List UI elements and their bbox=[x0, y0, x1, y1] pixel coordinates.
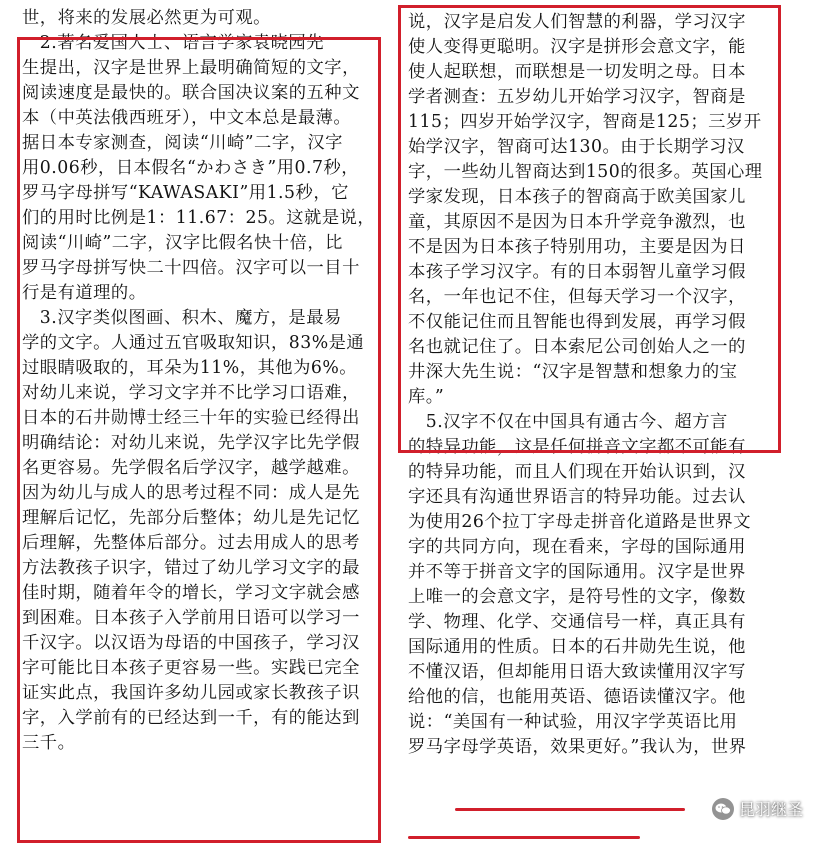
text-line: 本（中英法俄西班牙），中文本总是最薄。 bbox=[22, 108, 352, 128]
text-line: 行是有道理的。 bbox=[22, 283, 147, 303]
text-line: 学、物理、化学、交通信号一样，真正具有 bbox=[408, 612, 746, 632]
text-line: 3.汉字类似图画、积木、魔方，是最易 bbox=[22, 308, 342, 328]
text-line: 库。” bbox=[408, 387, 445, 407]
text-line: 不仅能记住而且智能也得到发展，再学习假 bbox=[408, 312, 746, 332]
text-line: 到困难。日本孩子入学前用日语可以学习一 bbox=[22, 608, 360, 628]
text-line: 罗马字母拼写快二十四倍。汉字可以一目十 bbox=[22, 258, 360, 278]
text-line: 名也就记住了。日本索尼公司创始人之一的 bbox=[408, 337, 746, 357]
text-line: 学者测查：五岁幼儿开始学习汉字，智商是 bbox=[408, 87, 746, 107]
text-line: 不懂汉语，但却能用日语大致读懂用汉字写 bbox=[408, 662, 746, 682]
text-line: 学的文字。人通过五官吸取知识，83%是通 bbox=[22, 333, 365, 353]
text-line: 阅读速度是最快的。联合国决议案的五种文 bbox=[22, 83, 360, 103]
text-line: 生提出，汉字是世界上最明确简短的文字， bbox=[22, 58, 360, 78]
text-line: 童，其原因不是因为日本升学竞争激烈，也 bbox=[408, 212, 746, 232]
text-line: 字，一些幼儿智商达到150的很多。英国心理 bbox=[408, 162, 763, 182]
quote-underline-2 bbox=[408, 836, 640, 839]
text-line: 说，汉字是启发人们智慧的利器，学习汉字 bbox=[408, 12, 746, 32]
text-line: 世，将来的发展必然更为可观。 bbox=[22, 8, 271, 28]
text-line: 用0.06秒，日本假名“かわさき”用0.7秒， bbox=[22, 158, 360, 178]
text-line: 使人起联想，而联想是一切发明之母。日本 bbox=[408, 62, 746, 82]
text-line: 并不等于拼音文字的国际通用。汉字是世界 bbox=[408, 562, 746, 582]
text-line: 三千。 bbox=[22, 733, 76, 753]
watermark bbox=[712, 797, 803, 820]
text-line: 据日本专家测查，阅读“川崎”二字，汉字 bbox=[22, 133, 343, 153]
text-line: 使人变得更聪明。汉字是拼形会意文字，能 bbox=[408, 37, 746, 57]
text-line: 佳时期，随着年令的增长，学习文字就会感 bbox=[22, 583, 360, 603]
text-line: 证实此点，我国许多幼儿园或家长教孩子识 bbox=[22, 683, 360, 703]
text-line: 的特异功能，这是任何拼音文字都不可能有 bbox=[408, 437, 746, 457]
text-line: 明确结论：对幼儿来说，先学汉字比先学假 bbox=[22, 433, 360, 453]
text-line: 115；四岁开始学汉字，智商是125；三岁开 bbox=[408, 112, 762, 132]
text-line: 名，一年也记不住，但每天学习一个汉字， bbox=[408, 287, 746, 307]
right-column bbox=[408, 10, 772, 760]
text-line: 学家发现，日本孩子的智商高于欧美国家儿 bbox=[408, 187, 746, 207]
text-line: 罗马字母学英语，效果更好。”我认为，世界 bbox=[408, 737, 747, 757]
text-line: 始学汉字，智商可达130。由于长期学习汉 bbox=[408, 137, 745, 157]
left-column bbox=[22, 6, 376, 756]
text-line: 本孩子学习汉字。有的日本弱智儿童学习假 bbox=[408, 262, 746, 282]
quote-underline-1 bbox=[455, 808, 685, 811]
watermark-text: 昆羽继圣 bbox=[738, 800, 803, 819]
text-line: 不是因为日本孩子特别用功，主要是因为日 bbox=[408, 237, 746, 257]
text-line: 阅读“川崎”二字，汉字比假名快十倍，比 bbox=[22, 233, 343, 253]
text-line: 因为幼儿与成人的思考过程不同：成人是先 bbox=[22, 483, 360, 503]
text-line: 们的用时比例是1：11.67：25。这就是说， bbox=[22, 208, 376, 228]
text-line: 字还具有沟通世界语言的特异功能。过去认 bbox=[408, 487, 746, 507]
text-line: 说：“美国有一种试验，用汉字学英语比用 bbox=[408, 712, 738, 732]
wechat-icon bbox=[712, 798, 734, 820]
text-line: 为使用26个拉丁字母走拼音化道路是世界文 bbox=[408, 512, 752, 532]
text-line: 对幼儿来说，学习文字并不比学习口语难， bbox=[22, 383, 360, 403]
text-line: 字，入学前有的已经达到一千，有的能达到 bbox=[22, 708, 360, 728]
text-line: 方法教孩子识字，错过了幼儿学习文字的最 bbox=[22, 558, 360, 578]
text-line: 罗马字母拼写“KAWASAKI”用1.5秒，它 bbox=[22, 183, 349, 203]
text-line: 的特异功能，而且人们现在开始认识到，汉 bbox=[408, 462, 746, 482]
text-line: 上唯一的会意文字，是符号性的文字，像数 bbox=[408, 587, 746, 607]
text-line: 理解后记忆，先部分后整体；幼儿是先记忆 bbox=[22, 508, 360, 528]
text-line: 后理解，先整体后部分。过去用成人的思考 bbox=[22, 533, 360, 553]
text-line: 字可能比日本孩子更容易一些。实践已完全 bbox=[22, 658, 360, 678]
text-line: 日本的石井勋博士经三十年的实验已经得出 bbox=[22, 408, 360, 428]
text-line: 井深大先生说：“汉字是智慧和想象力的宝 bbox=[408, 362, 738, 382]
text-line: 过眼睛吸取的，耳朵为11%，其他为6%。 bbox=[22, 358, 358, 378]
text-line: 名更容易。先学假名后学汉字，越学越难。 bbox=[22, 458, 360, 478]
text-line: 给他的信，也能用英语、德语读懂汉字。他 bbox=[408, 687, 746, 707]
text-line: 5.汉字不仅在中国具有通古今、超方言 bbox=[408, 412, 728, 432]
text-line: 2.著名爱国人士、语言学家袁晓园先 bbox=[22, 33, 324, 53]
text-line: 千汉字。以汉语为母语的中国孩子，学习汉 bbox=[22, 633, 360, 653]
text-line: 国际通用的性质。日本的石井勋先生说，他 bbox=[408, 637, 746, 657]
text-line: 字的共同方向，现在看来，字母的国际通用 bbox=[408, 537, 746, 557]
